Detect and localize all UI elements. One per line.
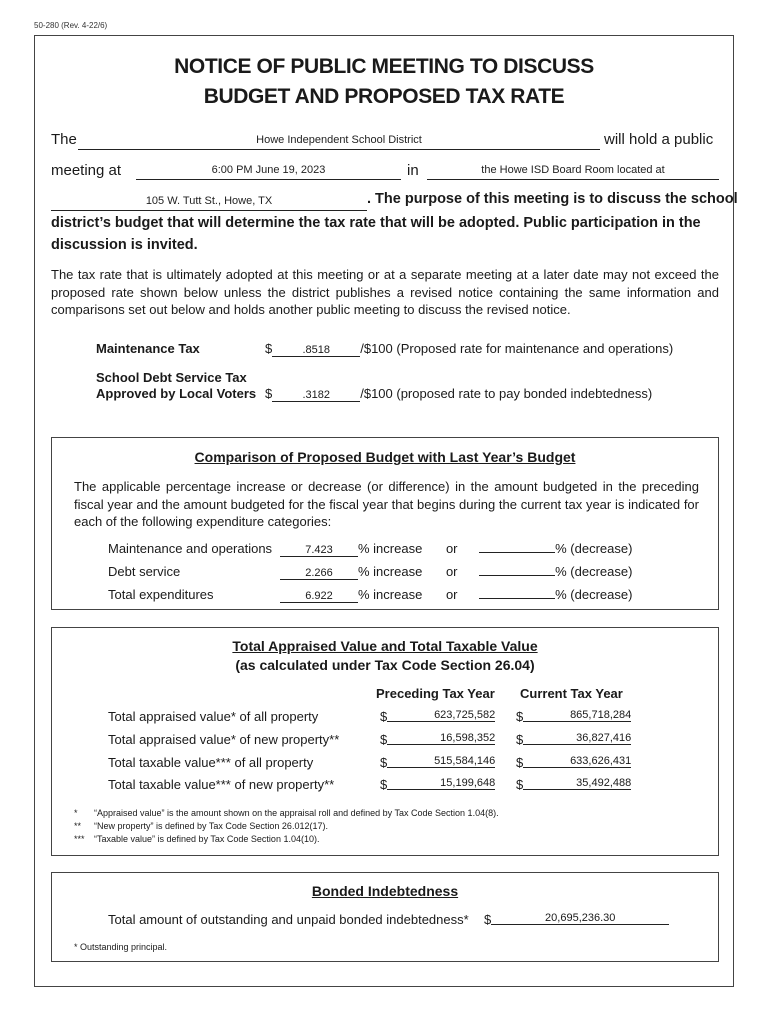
- or-label: or: [445, 541, 458, 556]
- debt-service-label-2: Approved by Local Voters: [96, 386, 257, 401]
- preceding-value-field[interactable]: 15,199,648: [387, 777, 495, 790]
- comparison-decrease-field[interactable]: [479, 598, 555, 599]
- footnote-text: “New property” is defined by Tax Code Section 26.012(17).: [94, 821, 328, 831]
- maintenance-tax-row: [265, 341, 673, 357]
- col-current-header: Current Tax Year: [520, 686, 623, 701]
- footnote-text: “Taxable value” is defined by Tax Code Section 1.04(10).: [94, 834, 320, 844]
- increase-label: % increase: [358, 541, 423, 556]
- bonded-note: * Outstanding principal.: [74, 942, 168, 952]
- footnote-mark: *: [74, 808, 78, 818]
- preceding-value-field[interactable]: 16,598,352: [387, 732, 495, 745]
- or-label: or: [445, 587, 458, 602]
- dollar-sign: $: [380, 709, 388, 724]
- comparison-row: [280, 564, 632, 580]
- dollar-sign: $: [516, 755, 524, 770]
- appraised-subtitle: (as calculated under Tax Code Section 26.04): [235, 657, 535, 673]
- maintenance-tax-rate-field[interactable]: .8518: [272, 344, 360, 357]
- comparison-text: The applicable percentage increase or decrease (or difference) in the amount budgeted in the preceding fiscal year and the amount budgeted for the fiscal year that begins during the current tax year is indicated for each of the following expenditure categories:: [74, 479, 699, 529]
- comparison-increase-field[interactable]: 2.266: [280, 567, 358, 580]
- dollar-sign: $: [265, 386, 273, 401]
- form-number: 50-280 (Rev. 4-22/6): [34, 21, 108, 30]
- dollar-sign: $: [380, 732, 388, 747]
- debt-service-row: [265, 386, 652, 402]
- comparison-decrease-field[interactable]: [479, 552, 555, 553]
- appraised-row-current: [516, 755, 631, 770]
- comparison-row: [280, 587, 632, 603]
- appraised-row-current: [516, 732, 631, 747]
- appraised-row-label: Total appraised value* of all property: [108, 709, 319, 724]
- appraised-row-preceding: [380, 732, 495, 747]
- comparison-decrease-field[interactable]: [479, 575, 555, 576]
- rate-paragraph: The tax rate that is ultimately adopted at this meeting or at a separate meeting at a later date may not exceed the proposed rate shown below unless the district publishes a revised notice containing the same information and comparisons set out below and holds another public meeting to discuss the revised notice.: [51, 267, 719, 317]
- current-value-field[interactable]: 35,492,488: [523, 777, 631, 790]
- intro-will-hold: will hold a public: [604, 131, 714, 148]
- debt-service-rate-field[interactable]: .3182: [272, 389, 360, 402]
- maintenance-tax-label: Maintenance Tax: [96, 341, 200, 356]
- dollar-sign: $: [484, 912, 492, 927]
- intro-the: The: [51, 131, 77, 148]
- appraised-row-label: Total taxable value*** of all property: [108, 755, 314, 770]
- dollar-sign: $: [516, 777, 524, 792]
- appraised-row-preceding: [380, 755, 495, 770]
- col-preceding-header: Preceding Tax Year: [376, 686, 495, 701]
- purpose-start: . The purpose of this meeting is to discuss the school: [367, 191, 738, 207]
- appraised-row-current: [516, 777, 631, 792]
- appraised-row-current: [516, 709, 631, 724]
- title-line-2: BUDGET AND PROPOSED TAX RATE: [203, 85, 565, 108]
- decrease-label: % (decrease): [555, 587, 633, 602]
- district-name-field[interactable]: Howe Independent School District: [78, 133, 600, 150]
- comparison-row-label: Debt service: [108, 564, 181, 579]
- increase-label: % increase: [358, 587, 423, 602]
- title-line-1: NOTICE OF PUBLIC MEETING TO DISCUSS: [174, 55, 594, 78]
- appraised-row-preceding: [380, 709, 495, 724]
- debt-service-desc: /$100 (proposed rate to pay bonded indebtedness): [360, 386, 653, 401]
- appraised-row-label: Total appraised value* of new property**: [108, 732, 340, 747]
- comparison-increase-field[interactable]: 7.423: [280, 544, 358, 557]
- preceding-value-field[interactable]: 515,584,146: [387, 755, 495, 768]
- decrease-label: % (decrease): [555, 564, 633, 579]
- dollar-sign: $: [265, 341, 273, 356]
- maintenance-tax-desc: /$100 (Proposed rate for maintenance and operations): [360, 341, 674, 356]
- bonded-value-field[interactable]: 20,695,236.30: [491, 912, 669, 925]
- meeting-datetime-field[interactable]: 6:00 PM June 19, 2023: [136, 163, 401, 180]
- comparison-increase-field[interactable]: 6.922: [280, 590, 358, 603]
- dollar-sign: $: [516, 709, 524, 724]
- intro-in: in: [407, 162, 419, 179]
- decrease-label: % (decrease): [555, 541, 633, 556]
- debt-service-label-1: School Debt Service Tax: [96, 370, 247, 385]
- appraised-row-label: Total taxable value*** of new property**: [108, 777, 335, 792]
- footnote-mark: ***: [74, 834, 85, 844]
- comparison-row-label: Total expenditures: [108, 587, 214, 602]
- appraised-title: Total Appraised Value and Total Taxable Value: [232, 638, 538, 654]
- current-value-field[interactable]: 865,718,284: [523, 709, 631, 722]
- or-label: or: [445, 564, 458, 579]
- address-field[interactable]: 105 W. Tutt St., Howe, TX: [51, 194, 367, 211]
- appraised-row-preceding: [380, 777, 495, 792]
- bonded-row: [484, 912, 669, 927]
- meeting-location-field[interactable]: the Howe ISD Board Room located at: [427, 163, 719, 180]
- comparison-row: [280, 541, 632, 557]
- footnote-mark: **: [74, 821, 82, 831]
- comparison-title: Comparison of Proposed Budget with Last Year’s Budget: [194, 449, 576, 465]
- bonded-title: Bonded Indebtedness: [311, 883, 459, 899]
- preceding-value-field[interactable]: 623,725,582: [387, 709, 495, 722]
- current-value-field[interactable]: 36,827,416: [523, 732, 631, 745]
- purpose-text: district’s budget that will determine the tax rate that will be adopted. Public participation in the discussion is invited.: [51, 215, 701, 253]
- dollar-sign: $: [516, 732, 524, 747]
- intro-meeting-at: meeting at: [51, 162, 122, 179]
- comparison-row-label: Maintenance and operations: [108, 541, 273, 556]
- increase-label: % increase: [358, 564, 423, 579]
- bonded-label: Total amount of outstanding and unpaid bonded indebtedness*: [108, 912, 469, 927]
- current-value-field[interactable]: 633,626,431: [523, 755, 631, 768]
- dollar-sign: $: [380, 777, 388, 792]
- footnote-text: “Appraised value” is the amount shown on the appraisal roll and defined by Tax Code Section 1.04(8).: [94, 808, 499, 818]
- dollar-sign: $: [380, 755, 388, 770]
